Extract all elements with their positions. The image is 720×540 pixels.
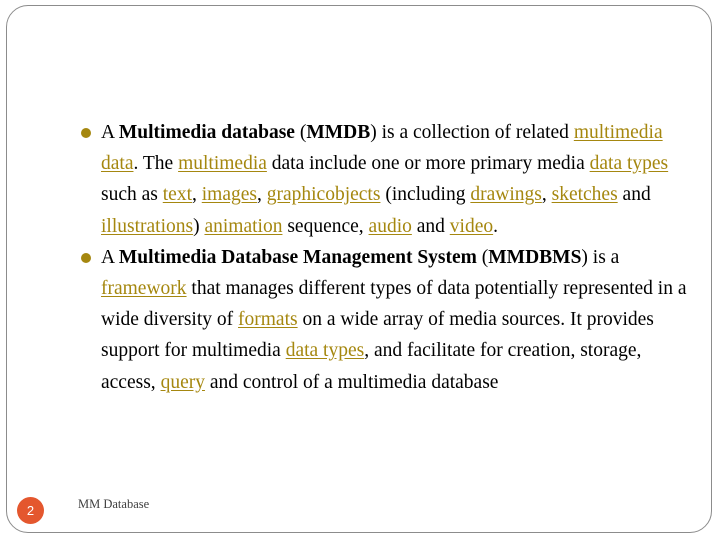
text-run: , and facilitate for creation, storage, access, (101, 340, 642, 393)
term-mmdb: MMDB (306, 122, 371, 143)
bullet-dot-icon (81, 253, 91, 263)
text-run: ) is a (581, 246, 620, 268)
bullet-dot-icon (81, 128, 91, 138)
link-audio[interactable]: audio (368, 215, 412, 237)
link-illustrations[interactable]: illustrations (101, 215, 194, 237)
term-mmdbms-full: Multimedia Database Management System (118, 246, 477, 268)
link-data-types[interactable]: data types (285, 340, 365, 362)
link-data-types[interactable]: data types (589, 153, 669, 175)
bullet-mmdbms (78, 242, 688, 398)
link-text[interactable]: text (162, 184, 192, 206)
text-run: A (101, 246, 119, 268)
text-run: on a wide array of media sources. It provides support for multimedia (101, 309, 654, 362)
link-formats[interactable]: formats (238, 309, 298, 331)
text-run: ( (476, 246, 489, 268)
text-run: . The (133, 153, 179, 175)
term-mmdbms: MMDBMS (488, 246, 582, 268)
link-framework[interactable]: framework (101, 278, 187, 300)
link-graphicobjects[interactable]: graphicobjects (266, 184, 381, 206)
slide-number-badge: 2 (17, 497, 44, 524)
text-run: . (493, 215, 498, 237)
footer-title: MM Database (78, 497, 150, 511)
link-sketches[interactable]: sketches (551, 184, 618, 206)
text-run: A (101, 122, 119, 143)
text-run: ) is a collection of related (370, 122, 574, 143)
term-multimedia-database: Multimedia database (118, 122, 295, 143)
text-run: that manages different types of data potentially represented in a wide diversity of (101, 278, 687, 331)
text-run: and (411, 215, 450, 237)
text-run: sequence, (282, 215, 369, 237)
text-run: ) (193, 215, 205, 237)
text-run: such as (101, 184, 163, 206)
bullet-mmdb (78, 117, 688, 242)
link-data[interactable]: data (101, 153, 134, 175)
link-multimedia[interactable]: multimedia (178, 153, 267, 175)
link-multimedia[interactable]: multimedia (573, 122, 663, 143)
text-run: , (192, 184, 202, 206)
text-run: and control of a multimedia database (204, 371, 499, 393)
link-images[interactable]: images (201, 184, 257, 206)
text-run: and (617, 184, 651, 206)
text-run: , (256, 184, 267, 206)
link-query[interactable]: query (160, 371, 205, 393)
text-run: , (541, 184, 552, 206)
link-drawings[interactable]: drawings (470, 184, 542, 206)
slide-body (78, 117, 688, 398)
link-video[interactable]: video (449, 215, 494, 237)
text-run: data include one or more primary media (266, 153, 590, 175)
text-run: (including (380, 184, 471, 206)
text-run: ( (294, 122, 307, 143)
link-animation[interactable]: animation (204, 215, 283, 237)
